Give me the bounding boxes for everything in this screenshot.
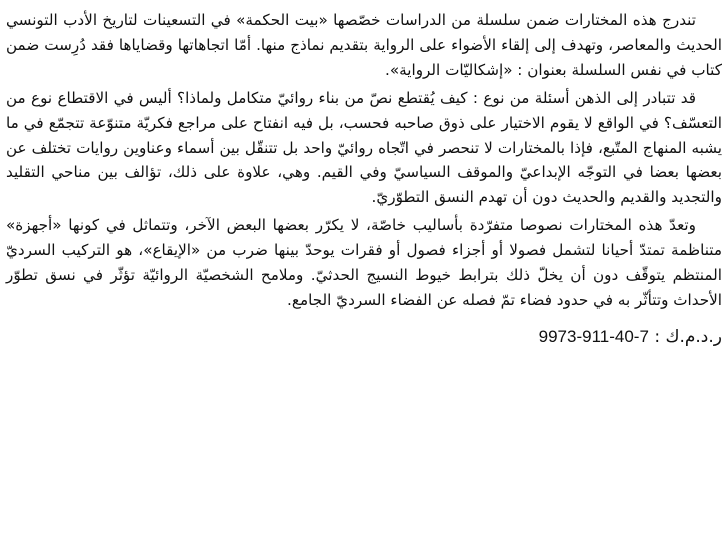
paragraph-structure: وتعدّ هذه المختارات نصوصا متفرّدة بأساليب خاصّة، لا يكرّر بعضها البعض الآخر، وتتماثل في كونها «أجهزة» متناظمة تمتدّ أحيانا لتشمل فصولا أو أجزاء فصول أو فقرات يوحدّ بينها ضرب من «الإيقاع»، هو التركيب السرديّ المنتظم يتوقّف دون أن يخلّ ذلك بترابط خيوط النسيج الحدثيّ. وملامح الشخصيّة الروائيّة تؤثّر في نسق تطوّر الأحداث وتتأثّر به في حدود فضاء تمّ فصله عن الفضاء السرديّ الجامع. bbox=[6, 216, 722, 309]
document-page bbox=[6, 8, 722, 349]
isbn-number: 9973-911-40-7 bbox=[538, 326, 649, 346]
paragraph-intro: تندرج هذه المختارات ضمن سلسلة من الدراسات خصّصها «بيت الحكمة» في التسعينات لتاريخ الأدب التونسي الحديث والمعاصر، وتهدف إلى إلقاء الأضواء على الرواية بتقديم نماذج منها. أمّا اتجاهاتها وقضاياها فقد دُرِست ضمن كتاب في نفس السلسلة بعنوان : «إشكاليّات الرواية». bbox=[6, 11, 722, 79]
paragraph-questions: قد تتبادر إلى الذهن أسئلة من نوع : كيف يُقتطع نصّ من بناء روائيّ متكامل ولماذا؟ أليس في الاقتطاع نوع من التعسّف؟ في الواقع لا يقوم الاختيار على ذوق صاحبه فحسب، بل فيه انفتاح على مراجع فكريّة متنوّعة تتجمّع في ما يشبه المنهاج المتّبع، فإذا بالمختارات لا تنحصر في اتّجاه روائيّ واحد بل تتنقّل بين أسماء وعناوين روايات تختلف عن بعضها بعضا في التوجّه الإبداعيّ والموقف السياسيّ وفي القيم. وهي، علاوة على ذلك، تؤالف بين مناحي التقليد والتجديد والقديم والحديث دون أن تهدم النسق التطوّريّ. bbox=[6, 88, 722, 207]
isbn-label: ر.د.م.ك : bbox=[654, 326, 722, 347]
isbn-line bbox=[6, 325, 722, 349]
